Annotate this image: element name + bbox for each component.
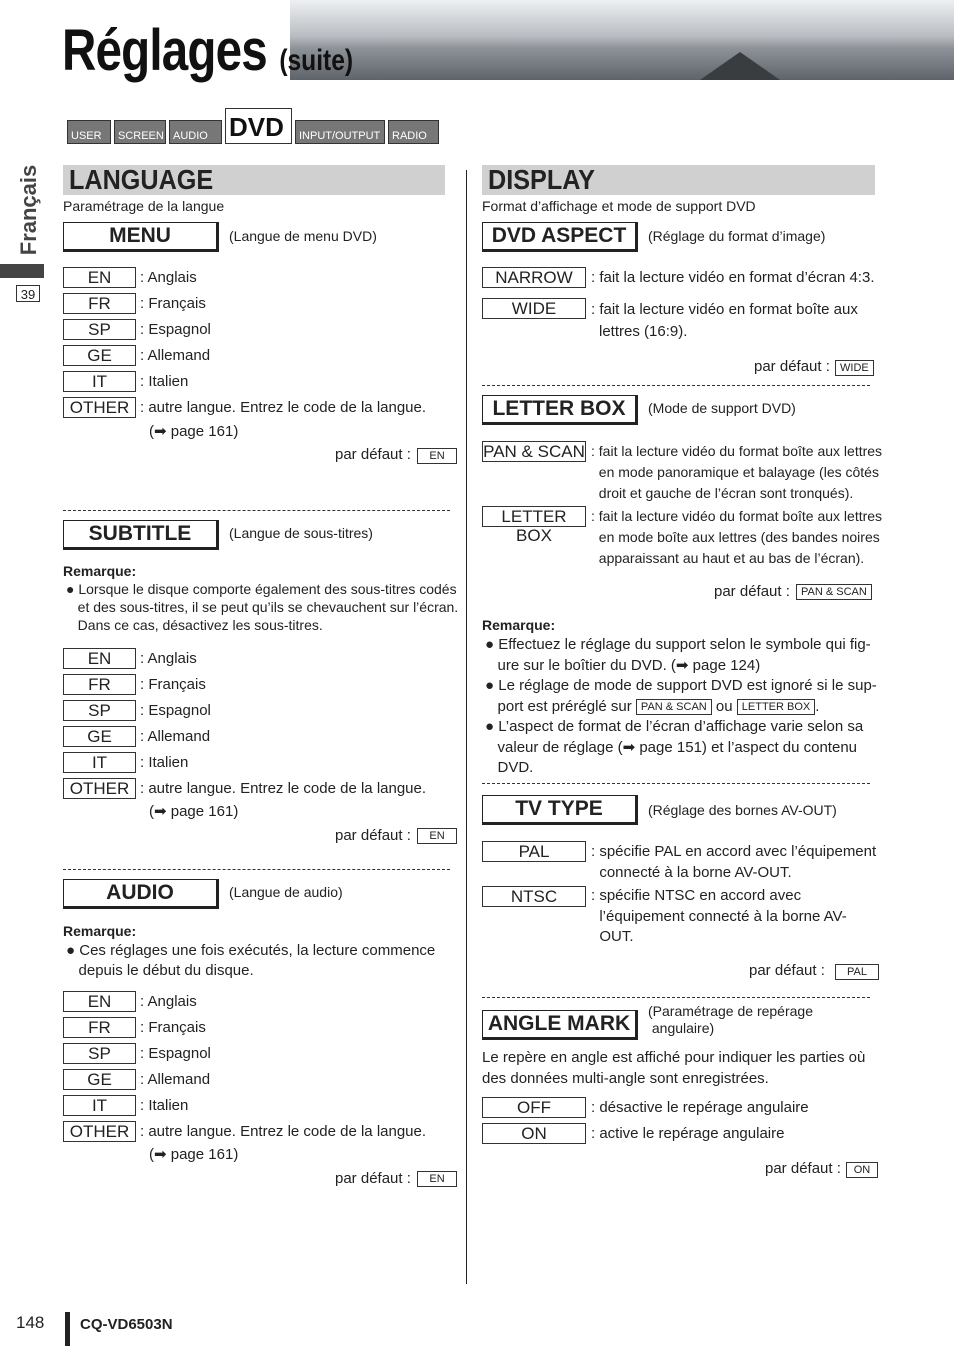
letter-box-default-label: par défaut : [714, 583, 790, 600]
angle-mark-label: ANGLE MARK [482, 1010, 638, 1040]
angle-mark-intro-line: des données multi-angle sont enregistrées. [482, 1070, 769, 1087]
letter-box-remarks: ● Effectuez le réglage du support selon le symbole qui fig- ure sur le boîtier du DVD. (➡ page 124) ● Le réglage de mode de support DVD est ignoré si le sup- port est préréglé sur PAN & SCAN ou LETTER BOX . ● L’aspect de format de l’écran d’affichage varie selon sa valeur de réglage (➡ page 151) et l’aspect du contenu DVD. [485, 636, 877, 776]
column-divider [466, 170, 467, 1284]
menu-page-ref-text: page 161) [170, 423, 239, 440]
menu-option-en-text: : Anglais [140, 269, 197, 286]
audio-desc: (Langue de audio) [229, 884, 343, 900]
wide-option-text-1: : fait la lecture vidéo en format boîte aux [591, 301, 858, 318]
pal-line: connecté à la borne AV-OUT. [599, 864, 792, 881]
tab-radio[interactable]: RADIO [388, 120, 439, 144]
audio-option-ge: GE [63, 1069, 136, 1090]
road-graphic [700, 52, 780, 80]
menu-label: MENU [63, 222, 219, 252]
angle-mark-desc [648, 1003, 813, 1037]
audio-option-sp-text: : Espagnol [140, 1045, 211, 1062]
subtitle-option-sp-text: : Espagnol [140, 702, 211, 719]
subtitle-page-ref: (➡ page 161) [149, 803, 239, 820]
dvd-aspect-label: DVD ASPECT [482, 222, 638, 252]
language-intro: Paramétrage de la langue [63, 198, 225, 214]
subtitle-option-other-text: : autre langue. Entrez le code de la langue. [140, 780, 427, 797]
display-heading-text: DISPLAY [488, 164, 595, 195]
remark-line: Le réglage de mode de support DVD est ignoré si le sup- [498, 677, 877, 694]
ntsc-option-text [591, 886, 847, 948]
audio-option-sp: SP [63, 1043, 136, 1064]
pan-scan-option-text [591, 441, 882, 504]
angle-mark-desc-line: (Paramétrage de repérage [648, 1003, 813, 1019]
subtitle-desc: (Langue de sous-titres) [229, 525, 373, 541]
menu-default-label: par défaut : [335, 446, 411, 463]
letter-box-default-value: PAN & SCAN [796, 584, 872, 600]
dvd-aspect-default-label: par défaut : [754, 358, 830, 375]
subtitle-option-fr: FR [63, 674, 136, 695]
subtitle-default-label: par défaut : [335, 827, 411, 844]
remark-line: Effectuez le réglage du support selon le symbole qui fig- [498, 636, 871, 653]
menu-option-other-text: : autre langue. Entrez le code de la langue. [140, 399, 427, 416]
divider [482, 783, 870, 784]
letter-box-remark-title: Remarque: [482, 617, 556, 633]
tv-type-desc: (Réglage des bornes AV-OUT) [648, 802, 837, 818]
subtitle-option-sp: SP [63, 700, 136, 721]
audio-remark-title: Remarque: [63, 923, 137, 939]
audio-remark: ● Ces réglages une fois exécutés, la lecture commence depuis le début du disque. [66, 942, 436, 979]
divider [482, 385, 870, 386]
audio-option-fr-text: : Français [140, 1019, 206, 1036]
letter-box-line: apparaissant au haut et au bas de l’écran). [598, 550, 865, 566]
angle-mark-default-label: par défaut : [765, 1160, 841, 1177]
menu-option-en: EN [63, 267, 136, 288]
audio-option-en: EN [63, 991, 136, 1012]
arrow-icon: ➡ [675, 656, 689, 674]
audio-default-value: EN [417, 1171, 457, 1187]
subtitle-option-ge-text: : Allemand [140, 728, 211, 745]
pal-line: : spécifie PAL en accord avec l’équipement [591, 843, 877, 860]
subtitle-option-en-text: : Anglais [140, 650, 197, 667]
letter-box-line: : fait la lecture vidéo du format boîte aux lettres [591, 508, 883, 524]
audio-option-en-text: : Anglais [140, 993, 197, 1010]
remark-line: ou [715, 697, 733, 715]
audio-default-label: par défaut : [335, 1170, 411, 1187]
menu-option-ge-text: : Allemand [140, 347, 211, 364]
remark-line: port est préréglé sur [497, 697, 632, 715]
on-option-text: : active le repérage angulaire [591, 1125, 785, 1142]
tv-type-default-value: PAL [835, 964, 879, 980]
menu-option-sp-text: : Espagnol [140, 321, 211, 338]
angle-mark-intro [482, 1047, 865, 1089]
footer-bar [65, 1312, 70, 1346]
menu-option-sp: SP [63, 319, 136, 340]
page-title [62, 18, 354, 83]
arrow-icon: ➡ [622, 738, 636, 756]
tab-audio[interactable]: AUDIO [169, 120, 222, 144]
language-side-label [14, 160, 44, 260]
audio-page-ref-text: page 161) [170, 1146, 239, 1163]
title-suffix: (suite) [279, 44, 354, 77]
side-language-text: Français [16, 164, 41, 256]
subtitle-label: SUBTITLE [63, 520, 219, 550]
wide-option-text-2: lettres (16:9). [599, 323, 688, 340]
tab-dvd[interactable]: DVD [225, 108, 292, 144]
letter-box-desc: (Mode de support DVD) [648, 400, 796, 416]
tv-type-label: TV TYPE [482, 795, 638, 825]
menu-option-fr-text: : Français [140, 295, 206, 312]
subtitle-remark-title: Remarque: [63, 563, 137, 579]
dvd-aspect-default-value: WIDE [835, 360, 874, 376]
divider [482, 997, 870, 998]
menu-option-ge: GE [63, 345, 136, 366]
remark-line: page 124) [692, 656, 761, 674]
ntsc-option: NTSC [482, 886, 586, 907]
remark-line: valeur de réglage ( [497, 738, 623, 756]
inline-pan-scan-box: PAN & SCAN [636, 699, 712, 715]
audio-page-ref: (➡ page 161) [149, 1146, 239, 1163]
inline-letter-box-box: LETTER BOX [737, 699, 815, 715]
letter-box-option-text [591, 506, 882, 569]
remark-line: L’aspect de format de l’écran d’affichage varie selon sa [498, 718, 864, 735]
audio-label: AUDIO [63, 879, 219, 909]
on-option: ON [482, 1123, 586, 1144]
audio-option-other: OTHER [63, 1121, 136, 1142]
pan-scan-line: : fait la lecture vidéo du format boîte aux lettres [591, 443, 883, 459]
menu-page-ref: (➡ page 161) [149, 423, 239, 440]
pan-scan-option: PAN & SCAN [483, 442, 585, 461]
letter-box-label: LETTER BOX [482, 395, 638, 425]
narrow-option: NARROW [482, 267, 586, 288]
tab-input-output[interactable]: INPUT/OUTPUT [295, 120, 385, 144]
menu-default-value: EN [417, 448, 457, 464]
arrow-icon: ➡ [154, 1146, 167, 1163]
divider [63, 869, 450, 870]
pal-option: PAL [482, 841, 586, 862]
divider [63, 510, 450, 511]
subtitle-option-other: OTHER [63, 778, 136, 799]
language-heading-text: LANGUAGE [69, 164, 214, 195]
ntsc-line: l’équipement connecté à la borne AV- [599, 907, 847, 925]
pan-scan-line: en mode panoramique et balayage (les côtés [598, 464, 879, 480]
header-road-image [290, 0, 954, 80]
off-option: OFF [482, 1097, 586, 1118]
audio-option-ge-text: : Allemand [140, 1071, 211, 1088]
pal-option-text [591, 841, 876, 883]
subtitle-option-it: IT [63, 752, 136, 773]
ntsc-line: OUT. [599, 928, 634, 945]
dvd-aspect-desc: (Réglage du format d’image) [648, 228, 826, 244]
menu-desc: (Langue de menu DVD) [229, 228, 377, 244]
side-bar [0, 264, 44, 278]
audio-remark-line: Ces réglages une fois exécutés, la lecture commence [79, 942, 436, 959]
wide-option: WIDE [482, 298, 586, 319]
subtitle-remark-line: et des sous-titres, il se peut qu’ils se chevauchent sur l’écran. [77, 599, 459, 615]
menu-option-fr: FR [63, 293, 136, 314]
language-heading [63, 165, 445, 195]
subtitle-remark: ● Lorsque le disque comporte également des sous-titres codés et des sous-titres, il se peut qu’ils se chevauchent sur l’écran. Dans ce cas, désactivez les sous-titres. [66, 581, 459, 633]
audio-remark-line: depuis le début du disque. [78, 962, 254, 979]
audio-option-fr: FR [63, 1017, 136, 1038]
tv-type-default-label: par défaut : [749, 962, 825, 979]
audio-option-it: IT [63, 1095, 136, 1116]
subtitle-option-ge: GE [63, 726, 136, 747]
subtitle-remark-line: Lorsque le disque comporte également des sous-titres codés [78, 581, 457, 597]
audio-option-it-text: : Italien [140, 1097, 189, 1114]
subtitle-option-it-text: : Italien [140, 754, 189, 771]
letter-box-line: en mode boîte aux lettres (des bandes noires [598, 529, 880, 545]
audio-option-other-text: : autre langue. Entrez le code de la langue. [140, 1123, 427, 1140]
remark-line: ure sur le boîtier du DVD. ( [497, 656, 676, 674]
angle-mark-default-value: ON [846, 1162, 878, 1178]
letter-box-option: LETTER BOX [482, 506, 586, 527]
page-number: 148 [16, 1313, 45, 1332]
subtitle-remark-line: Dans ce cas, désactivez les sous-titres. [77, 617, 323, 633]
subtitle-page-ref-text: page 161) [170, 803, 239, 820]
title-main: Réglages [62, 18, 267, 83]
arrow-icon: ➡ [154, 423, 167, 440]
remark-line: DVD. [497, 759, 534, 776]
off-option-text: : désactive le repérage angulaire [591, 1099, 809, 1116]
angle-mark-desc-line: angulaire) [651, 1020, 715, 1036]
side-page-ref: 39 [16, 285, 40, 302]
model-number: CQ-VD6503N [80, 1316, 173, 1333]
menu-option-other: OTHER [63, 397, 136, 418]
pan-scan-line: droit et gauche de l’écran sont tronqués). [598, 485, 854, 501]
angle-mark-intro-line: Le repère en angle est affiché pour indiquer les parties où [482, 1049, 866, 1066]
subtitle-option-en: EN [63, 648, 136, 669]
display-heading [482, 165, 875, 195]
arrow-icon: ➡ [154, 803, 167, 820]
tab-user[interactable]: USER [67, 120, 111, 144]
subtitle-option-fr-text: : Français [140, 676, 206, 693]
menu-option-it-text: : Italien [140, 373, 189, 390]
narrow-option-text: : fait la lecture vidéo en format d’écran 4:3. [591, 269, 875, 286]
menu-option-it: IT [63, 371, 136, 392]
display-intro: Format d’affichage et mode de support DVD [482, 198, 756, 214]
ntsc-line: : spécifie NTSC en accord avec [591, 887, 802, 904]
subtitle-default-value: EN [417, 828, 457, 844]
remark-line: page 151) et l’aspect du contenu [639, 738, 858, 756]
tab-screen[interactable]: SCREEN [114, 120, 166, 144]
